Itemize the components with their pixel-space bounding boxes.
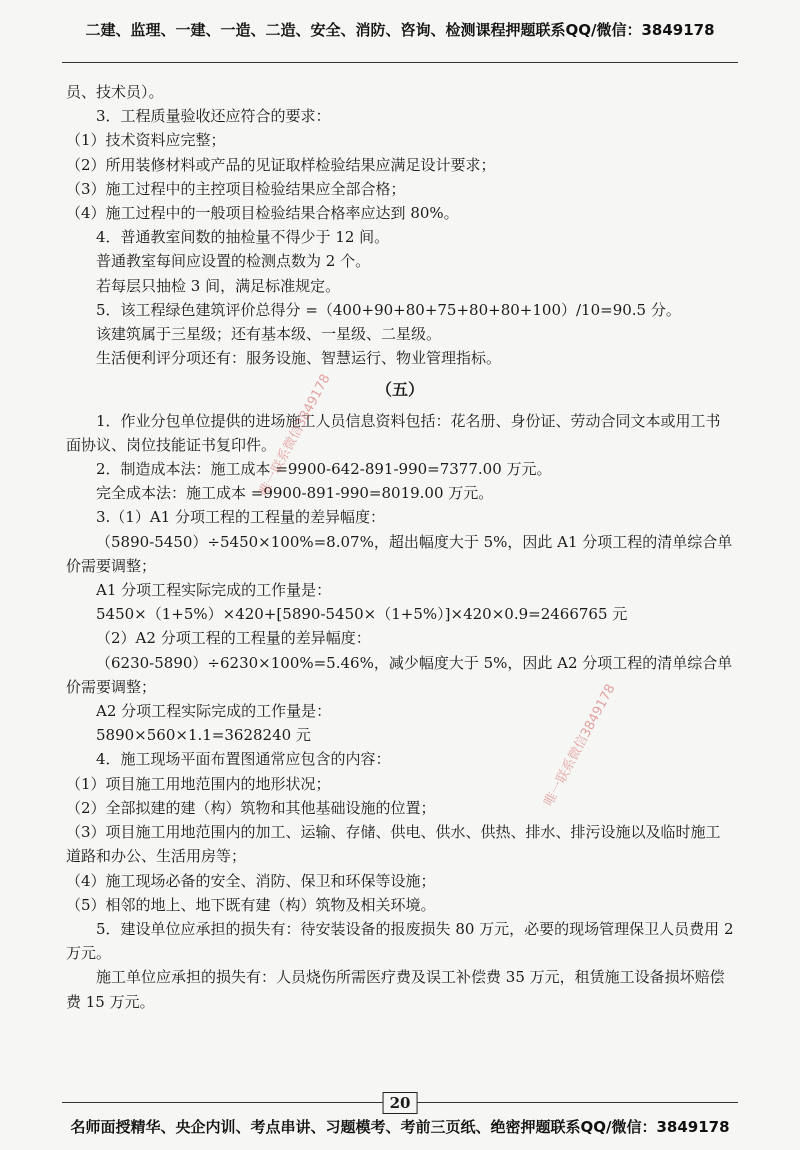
text-line: 5．该工程绿色建筑评价总得分 =（400+90+80+75+80+80+100）/10=90.5 分。: [96, 300, 681, 319]
text-line: 完全成本法：施工成本 =9900-891-990=8019.00 万元。: [96, 484, 494, 503]
text-line: 5890×560×1.1=3628240 元: [96, 726, 311, 745]
text-line: A1 分项工程实际完成的工作量是：: [96, 581, 332, 600]
document-body: [66, 80, 734, 1014]
text-line: A2 分项工程实际完成的工作量是：: [96, 702, 332, 721]
text-line: 4．普通教室间数的抽检量不得少于 12 间。: [96, 228, 390, 247]
text-line: （5）相邻的地上、地下既有建（构）筑物及相关环境。: [66, 895, 436, 914]
text-line: （1）技术资料应完整；: [66, 131, 226, 150]
page-number: 20: [383, 1092, 418, 1114]
watermark: 唯一联系微信3849178: [256, 371, 334, 499]
text-line: （5890-5450）÷5450×100%=8.07%，超出幅度大于 5%，因此 A1 分项工程的清单综合单价需要调整；: [66, 532, 733, 575]
text-line: （3）施工过程中的主控项目检验结果应全部合格；: [66, 179, 406, 198]
text-line: （2）A2 分项工程的工程量的差异幅度：: [96, 629, 371, 648]
text-line: （4）施工过程中的一般项目检验结果合格率应达到 80%。: [66, 204, 459, 223]
text-line: （3）项目施工用地范围内的加工、运输、存储、供电、供水、供热、排水、排污设施以及临时施工道路和办公、生活用房等；: [66, 823, 721, 866]
text-line: 1．作业分包单位提供的进场施工人员信息资料包括：花名册、身份证、劳动合同文本或用工书面协议、岗位技能证书复印件。: [66, 411, 721, 454]
watermark: 唯一联系微信3849178: [541, 681, 619, 809]
page-header: 二建、监理、一建、一造、二造、安全、消防、咨询、检测课程押题联系QQ/微信：3849178: [85, 20, 715, 39]
text-line: 5．建设单位应承担的损失有：待安装设备的报废损失 80 万元，必要的现场管理保卫人员费用 2 万元。: [66, 919, 734, 963]
text-line: 4．施工现场平面布置图通常应包含的内容：: [96, 750, 391, 769]
page-footer: 名师面授精华、央企内训、考点串讲、习题模考、考前三页纸、绝密押题联系QQ/微信：3849178: [70, 1117, 730, 1136]
text-line: （4）施工现场必备的安全、消防、保卫和环保等设施；: [66, 871, 436, 890]
header-divider: [62, 62, 738, 63]
text-line: 普通教室每间应设置的检测点数为 2 个。: [96, 252, 371, 271]
text-line: （2）全部拟建的建（构）筑物和其他基础设施的位置；: [66, 798, 436, 817]
text-line: 施工单位应承担的损失有：人员烧伤所需医疗费及误工补偿费 35 万元，租赁施工设备损坏赔偿费 15 万元。: [66, 968, 725, 1011]
text-line: 该建筑属于三星级；还有基本级、一星级、二星级。: [96, 325, 442, 344]
text-line: 5450×（1+5%）×420+[5890-5450×（1+5%）]×420×0.9=2466765 元: [96, 605, 628, 624]
text-line: 员、技术员）。: [66, 83, 164, 101]
text-line: （6230-5890）÷6230×100%=5.46%，减少幅度大于 5%，因此 A2 分项工程的清单综合单价需要调整；: [66, 653, 733, 696]
text-line: （2）所用装修材料或产品的见证取样检验结果应满足设计要求；: [66, 155, 496, 174]
text-line: 生活便利评分项还有：服务设施、智慧运行、物业管理指标。: [96, 349, 502, 368]
text-line: 若每层只抽检 3 间，满足标准规定。: [96, 276, 341, 295]
section-title: （五）: [375, 380, 424, 400]
text-line: （1）项目施工用地范围内的地形状况；: [66, 774, 331, 793]
text-line: 3.（1）A1 分项工程的工程量的差异幅度：: [96, 508, 386, 527]
text-line: 2．制造成本法：施工成本 =9900-642-891-990=7377.00 万元。: [96, 460, 552, 479]
text-line: 3．工程质量验收还应符合的要求：: [96, 107, 331, 126]
